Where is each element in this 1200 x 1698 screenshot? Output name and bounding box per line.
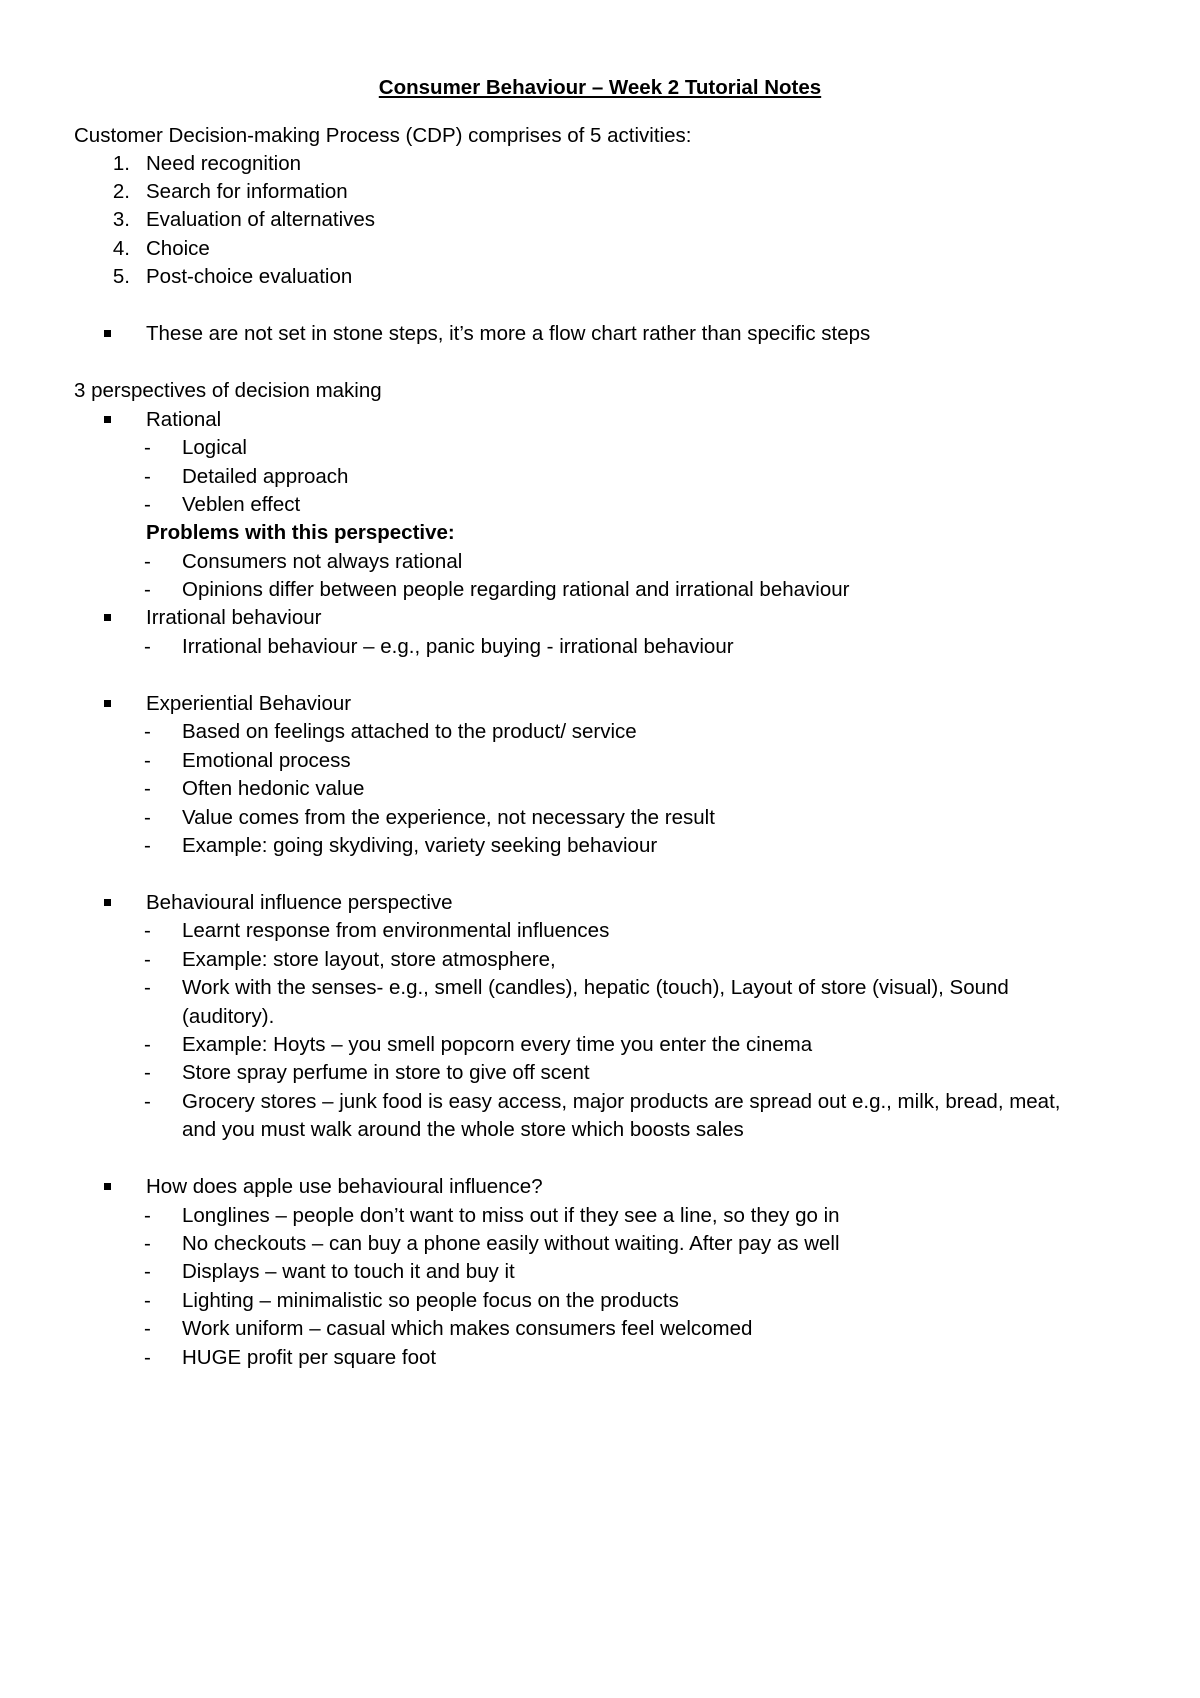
dash-marker: - — [144, 1289, 151, 1312]
dash-marker: - — [144, 1317, 151, 1340]
step-number: 2. — [112, 180, 130, 203]
dash-marker: - — [144, 777, 151, 800]
step-number: 3. — [112, 208, 130, 231]
square-bullet-icon — [104, 614, 111, 621]
dash-marker: - — [144, 720, 151, 743]
dash-marker: - — [144, 834, 151, 857]
dash-marker: - — [144, 550, 151, 573]
dash-marker: - — [144, 806, 151, 829]
square-bullet-icon — [104, 700, 111, 707]
dash-marker: - — [144, 578, 151, 601]
dash-marker: - — [144, 749, 151, 772]
dash-marker: - — [144, 1204, 151, 1227]
dash-marker: - — [144, 1346, 151, 1369]
square-bullet-icon — [104, 330, 111, 337]
dash-marker: - — [144, 1232, 151, 1255]
dash-marker: - — [144, 436, 151, 459]
dash-marker: - — [144, 1090, 151, 1113]
document-page: Consumer Behaviour – Week 2 Tutorial Notes Customer Decision-making Process (CDP) comprises of 5 activities: 1. Need recognition 2. Search for information 3. Evaluation of alternatives 4. Choice 5. Post-choice evaluation These are not set in stone steps, it’s more a flow chart rather than specific steps 3 perspectives of decision making Rational - Logical - Detailed approach - Veblen effect Problems with this perspective: - Consumers not always rational - Opinions differ between people regarding rational and irrational behaviour Irrational behaviour - Irrational behaviour – e.g., panic buying - irrational behaviour Experiential Behaviour - Based on feelings attached to the product/ service - Emotional process - Often hedonic value - Value comes from the experience, not necessary the result - Example: going skydiving, variety seeking behaviour Behavioural influence perspective - Learnt response from environmental influences - Example: store layout, store atmosphere, - Work with the senses- e.g., smell (candles), hepatic (touch), Layout of store (visual), Sound (auditory). - Example: Hoyts – you smell popcorn every time you enter the cinema - Store spray perfume in store to give off scent - Grocery stores – junk food is easy access, major products are spread out e.g., milk, bread, meat, and you must walk around the whole store which boosts sales How does apple use behavioural influence? - Longlines – people don’t want to miss out if they see a line, so they go in - No checkouts – can buy a phone easily without waiting. After pay as well - Displays – want to touch it and buy it - Lighting – minimalistic so people focus on the products - Work uniform – casual which makes consumers feel welcomed - HUGE profit per square foot — [0, 0, 1200, 1698]
dash-marker: - — [144, 948, 151, 971]
step-number: 4. — [112, 237, 130, 260]
square-bullet-icon — [104, 416, 111, 423]
square-bullet-icon — [104, 1183, 111, 1190]
dash-marker: - — [144, 919, 151, 942]
dash-marker: - — [144, 976, 151, 999]
dash-marker: - — [144, 465, 151, 488]
dash-marker: - — [144, 635, 151, 658]
dash-marker: - — [144, 1033, 151, 1056]
dash-marker: - — [144, 1260, 151, 1283]
step-number: 1. — [112, 152, 130, 175]
dash-marker: - — [144, 493, 151, 516]
step-number: 5. — [112, 265, 130, 288]
page-title: Consumer Behaviour – Week 2 Tutorial Notes — [378, 76, 822, 99]
dash-marker: - — [144, 1061, 151, 1084]
square-bullet-icon — [104, 899, 111, 906]
